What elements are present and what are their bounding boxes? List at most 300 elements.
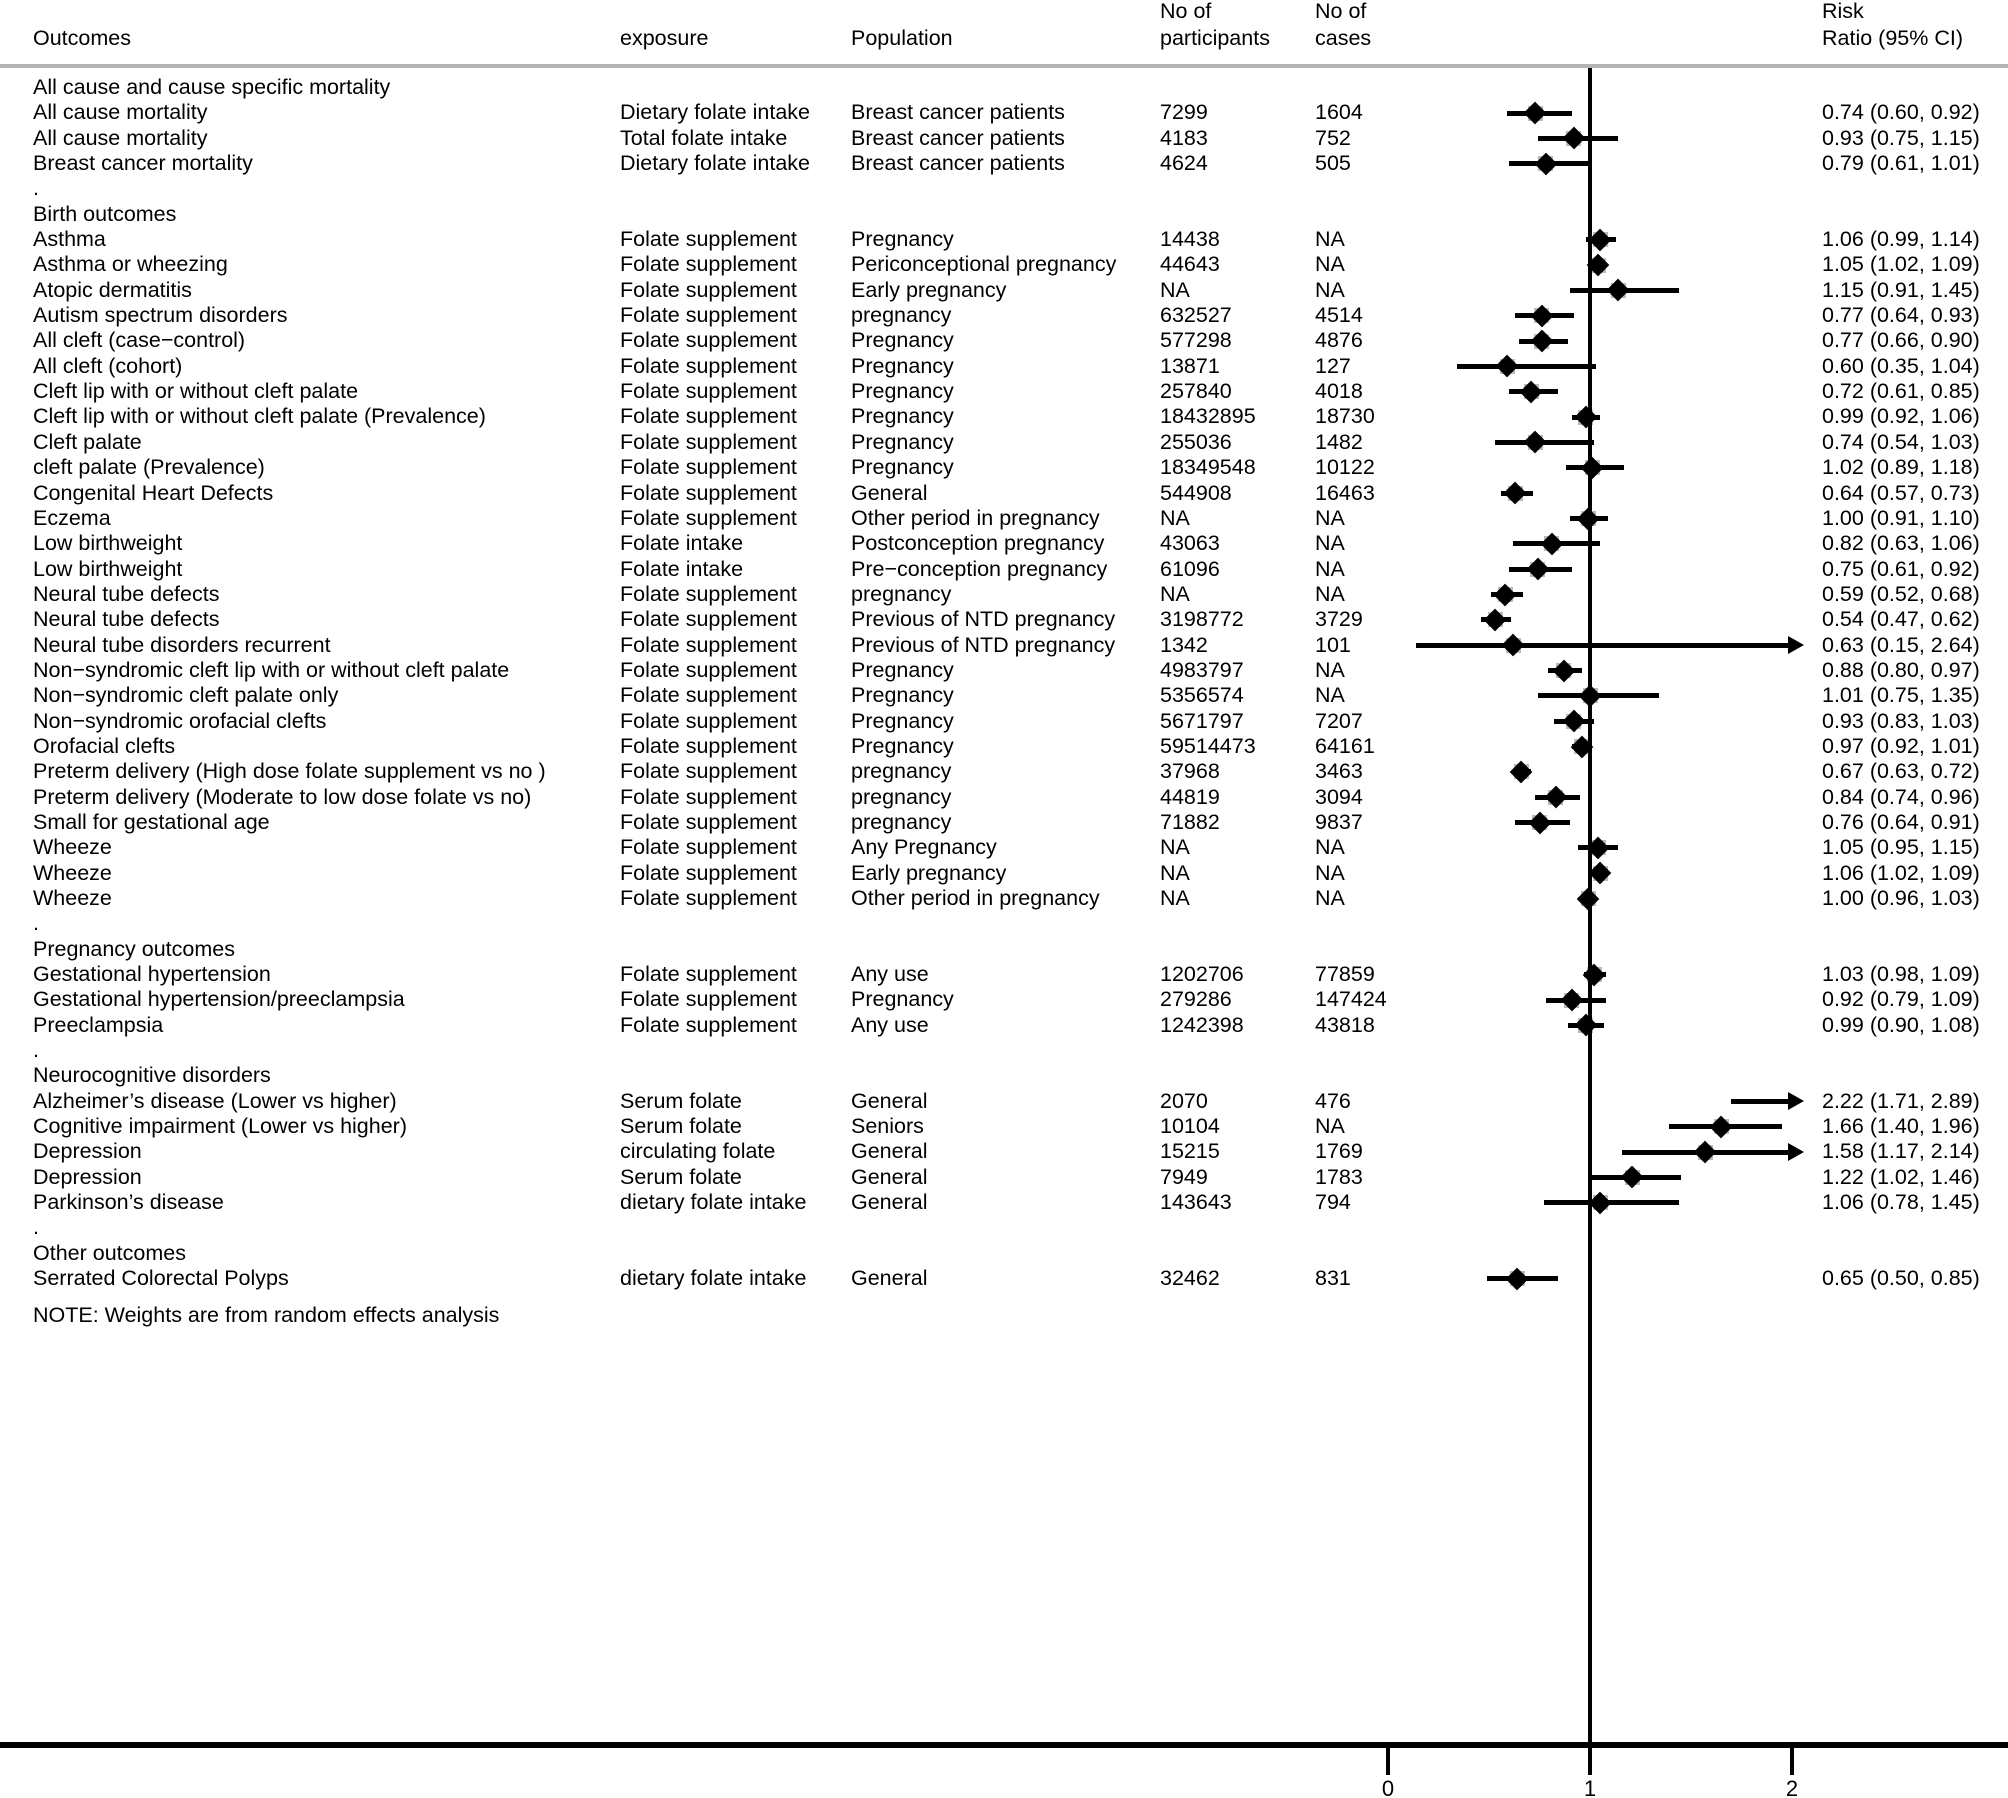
forest-marker-area <box>1386 633 1808 658</box>
risk-ratio-text: 1.00 (0.96, 1.03) <box>1822 886 1980 910</box>
risk-ratio-text: 0.93 (0.83, 1.03) <box>1822 708 1980 733</box>
exposure-value: Serum folate <box>620 1088 742 1113</box>
section-label: Birth outcomes <box>33 201 177 226</box>
outcome-label: cleft palate (Prevalence) <box>33 455 265 480</box>
spacer-row <box>0 1038 2008 1063</box>
population-value: General <box>851 480 928 505</box>
forest-row <box>0 379 2008 404</box>
forest-row <box>0 1266 2008 1291</box>
cases-value: NA <box>1315 531 1345 556</box>
forest-marker-area <box>1386 506 1808 531</box>
risk-ratio-text: 0.65 (0.50, 0.85) <box>1822 1266 1980 1291</box>
forest-marker-area <box>1386 303 1808 328</box>
reference-line <box>1588 68 1592 1745</box>
participants-value: NA <box>1160 581 1190 606</box>
section-label: Neurocognitive disorders <box>33 1063 271 1088</box>
population-value: Pregnancy <box>851 708 954 733</box>
cases-value: 43818 <box>1315 1012 1375 1037</box>
forest-row <box>0 278 2008 303</box>
header-separator-rule <box>0 64 2008 68</box>
exposure-value: Folate supplement <box>620 429 797 454</box>
participants-value: 255036 <box>1160 429 1232 454</box>
x-axis-tick-2 <box>1790 1748 1794 1775</box>
outcome-label: Autism spectrum disorders <box>33 303 288 328</box>
cases-value: 505 <box>1315 151 1351 176</box>
risk-ratio-text: 0.82 (0.63, 1.06) <box>1822 531 1980 556</box>
exposure-value: Folate supplement <box>620 607 797 632</box>
outcome-label: Alzheimer’s disease (Lower vs higher) <box>33 1088 397 1113</box>
section-label: Pregnancy outcomes <box>33 936 235 961</box>
cases-value: 127 <box>1315 353 1351 378</box>
forest-marker-area <box>1386 1139 1808 1164</box>
forest-row <box>0 1089 2008 1114</box>
population-value: Pregnancy <box>851 987 954 1012</box>
outcome-label: Preterm delivery (Moderate to low dose folate vs no) <box>33 784 532 809</box>
forest-marker-area <box>1386 582 1808 607</box>
cases-value: 16463 <box>1315 480 1375 505</box>
cases-value: NA <box>1315 1114 1345 1139</box>
risk-ratio-text: 1.06 (0.99, 1.14) <box>1822 227 1980 252</box>
risk-ratio-text: 0.59 (0.52, 0.68) <box>1822 581 1980 606</box>
forest-marker-area <box>1386 531 1808 556</box>
spacer-dot: . <box>33 1215 39 1240</box>
confidence-interval-line <box>1416 643 1790 648</box>
exposure-value: Folate intake <box>620 531 744 556</box>
risk-ratio-text: 1.01 (0.75, 1.35) <box>1822 683 1980 708</box>
population-value: Breast cancer patients <box>851 100 1065 125</box>
forest-row <box>0 582 2008 607</box>
population-value: Seniors <box>851 1114 924 1139</box>
exposure-value: Folate supplement <box>620 632 797 657</box>
risk-ratio-text: 0.99 (0.92, 1.06) <box>1822 404 1980 429</box>
risk-ratio-text: 0.93 (0.75, 1.15) <box>1822 125 1980 150</box>
exposure-value: circulating folate <box>620 1139 776 1164</box>
participants-value: 32462 <box>1160 1266 1220 1291</box>
risk-ratio-text: 0.60 (0.35, 1.04) <box>1822 353 1980 378</box>
forest-row <box>0 303 2008 328</box>
participants-value: 7299 <box>1160 100 1208 125</box>
participants-value: 5356574 <box>1160 683 1244 708</box>
outcome-label: Wheeze <box>33 835 112 860</box>
forest-row <box>0 785 2008 810</box>
outcome-label: Neural tube defects <box>33 607 220 632</box>
exposure-value: Folate supplement <box>620 581 797 606</box>
population-value: Periconceptional pregnancy <box>851 252 1117 277</box>
x-axis-label-2: 2 <box>1785 1776 1799 1798</box>
x-axis-tick-1 <box>1588 1748 1592 1775</box>
participants-value: 43063 <box>1160 531 1220 556</box>
forest-row <box>0 607 2008 632</box>
participants-value: 71882 <box>1160 809 1220 834</box>
forest-row <box>0 557 2008 582</box>
outcome-label: Serrated Colorectal Polyps <box>33 1266 289 1291</box>
outcome-label: Cognitive impairment (Lower vs higher) <box>33 1114 408 1139</box>
risk-ratio-text: 1.03 (0.98, 1.09) <box>1822 962 1980 987</box>
outcome-label: Congenital Heart Defects <box>33 480 274 505</box>
forest-marker-area <box>1386 557 1808 582</box>
population-value: Pregnancy <box>851 404 954 429</box>
population-value: Any use <box>851 962 929 987</box>
risk-ratio-text: 1.22 (1.02, 1.46) <box>1822 1164 1980 1189</box>
section-row <box>0 75 2008 100</box>
risk-ratio-text: 1.66 (1.40, 1.96) <box>1822 1114 1980 1139</box>
forest-marker-area <box>1386 607 1808 632</box>
ci-truncation-arrow-icon <box>1788 1143 1804 1161</box>
forest-marker-area <box>1386 100 1808 125</box>
cases-value: 9837 <box>1315 809 1363 834</box>
forest-marker-area <box>1386 734 1808 759</box>
forest-marker-area <box>1386 683 1808 708</box>
analysis-note: NOTE: Weights are from random effects analysis <box>33 1303 500 1327</box>
cases-value: 476 <box>1315 1088 1351 1113</box>
participants-value: 15215 <box>1160 1139 1220 1164</box>
participants-value: 4183 <box>1160 125 1208 150</box>
forest-marker-area <box>1386 886 1808 911</box>
forest-row <box>0 658 2008 683</box>
cases-value: 77859 <box>1315 962 1375 987</box>
forest-marker-area <box>1386 709 1808 734</box>
risk-ratio-text: 0.67 (0.63, 0.72) <box>1822 759 1980 784</box>
forest-row <box>0 404 2008 429</box>
outcome-label: Gestational hypertension/preeclampsia <box>33 987 405 1012</box>
forest-row <box>0 481 2008 506</box>
outcome-label: Depression <box>33 1139 142 1164</box>
column-header-participants <box>1160 0 1270 52</box>
forest-marker-area <box>1386 354 1808 379</box>
population-value: pregnancy <box>851 784 952 809</box>
participants-value: 257840 <box>1160 379 1232 404</box>
forest-marker-area <box>1386 481 1808 506</box>
exposure-value: Folate intake <box>620 556 744 581</box>
cases-value: 4514 <box>1315 303 1363 328</box>
participants-value: 4983797 <box>1160 657 1244 682</box>
risk-ratio-text: 1.05 (1.02, 1.09) <box>1822 252 1980 277</box>
exposure-value: Folate supplement <box>620 683 797 708</box>
population-value: Pregnancy <box>851 429 954 454</box>
risk-ratio-text: 0.79 (0.61, 1.01) <box>1822 151 1980 176</box>
cases-value: 18730 <box>1315 404 1375 429</box>
cases-value: 3463 <box>1315 759 1363 784</box>
risk-ratio-text: 0.63 (0.15, 2.64) <box>1822 632 1980 657</box>
forest-row <box>0 100 2008 125</box>
column-header-population: Population <box>851 26 953 50</box>
exposure-value: Serum folate <box>620 1114 742 1139</box>
forest-row <box>0 734 2008 759</box>
participants-value: 1342 <box>1160 632 1208 657</box>
forest-marker-area <box>1386 455 1808 480</box>
forest-row <box>0 709 2008 734</box>
exposure-value: Folate supplement <box>620 379 797 404</box>
risk-ratio-text: 0.74 (0.60, 0.92) <box>1822 100 1980 125</box>
section-label: All cause and cause specific mortality <box>33 75 391 99</box>
population-value: pregnancy <box>851 581 952 606</box>
participants-value: 61096 <box>1160 556 1220 581</box>
forest-marker-area <box>1386 1089 1808 1114</box>
risk-ratio-text: 0.74 (0.54, 1.03) <box>1822 429 1980 454</box>
spacer-dot: . <box>33 176 39 201</box>
outcome-label: All cleft (cohort) <box>33 353 183 378</box>
forest-row <box>0 151 2008 176</box>
outcome-label: Neural tube disorders recurrent <box>33 632 331 657</box>
participants-value: 10104 <box>1160 1114 1220 1139</box>
exposure-value: Folate supplement <box>620 252 797 277</box>
exposure-value: Folate supplement <box>620 505 797 530</box>
cases-value: 4876 <box>1315 328 1363 353</box>
population-value: pregnancy <box>851 809 952 834</box>
cases-value: NA <box>1315 227 1345 252</box>
population-value: Any Pregnancy <box>851 835 997 860</box>
population-value: Breast cancer patients <box>851 151 1065 176</box>
forest-marker-area <box>1386 962 1808 987</box>
risk-ratio-text: 0.77 (0.66, 0.90) <box>1822 328 1980 353</box>
exposure-value: Dietary folate intake <box>620 151 811 176</box>
exposure-value: Folate supplement <box>620 277 797 302</box>
x-axis-line <box>0 1742 2008 1748</box>
cases-value: 147424 <box>1315 987 1387 1012</box>
column-header-cases <box>1315 0 1371 52</box>
forest-row <box>0 354 2008 379</box>
participants-value: NA <box>1160 860 1190 885</box>
cases-value: NA <box>1315 556 1345 581</box>
risk-ratio-text: 1.05 (0.95, 1.15) <box>1822 835 1980 860</box>
population-value: Early pregnancy <box>851 277 1007 302</box>
forest-row <box>0 633 2008 658</box>
forest-row <box>0 126 2008 151</box>
cases-value: 1604 <box>1315 100 1363 125</box>
outcome-label: Preterm delivery (High dose folate supplement vs no ) <box>33 759 546 784</box>
exposure-value: Folate supplement <box>620 809 797 834</box>
cases-value: 794 <box>1315 1190 1351 1215</box>
outcome-label: Cleft palate <box>33 429 142 454</box>
population-value: General <box>851 1266 928 1291</box>
exposure-value: Folate supplement <box>620 480 797 505</box>
forest-row <box>0 455 2008 480</box>
population-value: Pregnancy <box>851 379 954 404</box>
cases-value: NA <box>1315 581 1345 606</box>
participants-value: 1202706 <box>1160 962 1244 987</box>
population-value: General <box>851 1190 928 1215</box>
outcome-label: Atopic dermatitis <box>33 277 192 302</box>
participants-value: 37968 <box>1160 759 1220 784</box>
participants-value: 143643 <box>1160 1190 1232 1215</box>
forest-marker-area <box>1386 379 1808 404</box>
section-row <box>0 1063 2008 1088</box>
participants-value: 1242398 <box>1160 1012 1244 1037</box>
exposure-value: Folate supplement <box>620 657 797 682</box>
forest-row <box>0 531 2008 556</box>
x-axis-tick-0 <box>1386 1748 1390 1775</box>
outcome-label: Gestational hypertension <box>33 962 271 987</box>
cases-value: NA <box>1315 505 1345 530</box>
cases-value: 7207 <box>1315 708 1363 733</box>
forest-marker-area <box>1386 1114 1808 1139</box>
confidence-interval-line <box>1457 364 1596 369</box>
confidence-interval-line <box>1731 1099 1790 1104</box>
participants-value: NA <box>1160 277 1190 302</box>
section-label: Other outcomes <box>33 1240 186 1265</box>
exposure-value: Folate supplement <box>620 860 797 885</box>
forest-marker-area <box>1386 227 1808 252</box>
exposure-value: Folate supplement <box>620 987 797 1012</box>
participants-value: 59514473 <box>1160 733 1256 758</box>
forest-rows <box>0 75 2008 1292</box>
population-value: Early pregnancy <box>851 860 1007 885</box>
outcome-label: Low birthweight <box>33 531 183 556</box>
section-row <box>0 1241 2008 1266</box>
exposure-value: dietary folate intake <box>620 1190 807 1215</box>
exposure-value: Folate supplement <box>620 328 797 353</box>
population-value: Other period in pregnancy <box>851 505 1100 530</box>
column-header-exposure: exposure <box>620 26 709 50</box>
participants-value: 4624 <box>1160 151 1208 176</box>
section-row <box>0 937 2008 962</box>
forest-row <box>0 1190 2008 1215</box>
participants-value: 18432895 <box>1160 404 1256 429</box>
forest-row <box>0 962 2008 987</box>
risk-ratio-text: 0.99 (0.90, 1.08) <box>1822 1012 1980 1037</box>
ci-truncation-arrow-icon <box>1788 636 1804 654</box>
x-axis-label-0: 0 <box>1381 1776 1395 1798</box>
forest-marker-area <box>1386 278 1808 303</box>
cases-value: 1783 <box>1315 1164 1363 1189</box>
column-header-outcomes: Outcomes <box>33 26 131 50</box>
exposure-value: Folate supplement <box>620 353 797 378</box>
spacer-dot: . <box>33 1038 39 1063</box>
population-value: Pregnancy <box>851 733 954 758</box>
population-value: pregnancy <box>851 759 952 784</box>
forest-row <box>0 1114 2008 1139</box>
column-header-risk-ratio <box>1822 0 1963 52</box>
forest-row <box>0 328 2008 353</box>
outcome-label: Parkinson’s disease <box>33 1190 224 1215</box>
forest-row <box>0 886 2008 911</box>
risk-ratio-text: 2.22 (1.71, 2.89) <box>1822 1088 1980 1113</box>
outcome-label: Small for gestational age <box>33 809 270 834</box>
risk-ratio-text: 1.00 (0.91, 1.10) <box>1822 505 1980 530</box>
outcome-label: All cause mortality <box>33 100 208 125</box>
forest-row <box>0 861 2008 886</box>
forest-marker-area <box>1386 785 1808 810</box>
forest-marker-area <box>1386 861 1808 886</box>
spacer-dot: . <box>33 911 39 936</box>
population-value: pregnancy <box>851 303 952 328</box>
population-value: General <box>851 1164 928 1189</box>
forest-row <box>0 1013 2008 1038</box>
participants-value: 577298 <box>1160 328 1232 353</box>
participants-value: 544908 <box>1160 480 1232 505</box>
risk-ratio-text: 1.58 (1.17, 2.14) <box>1822 1139 1980 1164</box>
forest-marker-area <box>1386 987 1808 1012</box>
cases-value: NA <box>1315 252 1345 277</box>
participants-value: NA <box>1160 886 1190 910</box>
forest-row <box>0 227 2008 252</box>
exposure-value: Total folate intake <box>620 125 788 150</box>
participants-value: NA <box>1160 835 1190 860</box>
risk-ratio-text: 0.88 (0.80, 0.97) <box>1822 657 1980 682</box>
cases-value: 1769 <box>1315 1139 1363 1164</box>
outcome-label: Asthma <box>33 227 106 252</box>
risk-ratio-text: 1.02 (0.89, 1.18) <box>1822 455 1980 480</box>
exposure-value: Folate supplement <box>620 886 797 910</box>
population-value: Pregnancy <box>851 328 954 353</box>
outcome-label: All cleft (case−control) <box>33 328 246 353</box>
participants-value: NA <box>1160 505 1190 530</box>
exposure-value: dietary folate intake <box>620 1266 807 1291</box>
outcome-label: All cause mortality <box>33 125 208 150</box>
exposure-value: Folate supplement <box>620 708 797 733</box>
outcome-label: Cleft lip with or without cleft palate (Prevalence) <box>33 404 486 429</box>
participants-value: 44819 <box>1160 784 1220 809</box>
forest-row <box>0 1139 2008 1164</box>
outcome-label: Non−syndromic cleft palate only <box>33 683 339 708</box>
column-header-risk-line1: Risk <box>1822 0 1864 23</box>
outcome-label: Wheeze <box>33 860 112 885</box>
spacer-row <box>0 176 2008 201</box>
column-header-participants-line1: No of <box>1160 0 1212 23</box>
forest-marker-area <box>1386 1165 1808 1190</box>
participants-value: 3198772 <box>1160 607 1244 632</box>
forest-marker-area <box>1386 835 1808 860</box>
risk-ratio-text: 0.92 (0.79, 1.09) <box>1822 987 1980 1012</box>
risk-ratio-text: 0.75 (0.61, 0.92) <box>1822 556 1980 581</box>
outcome-label: Preeclampsia <box>33 1012 164 1037</box>
population-value: General <box>851 1139 928 1164</box>
forest-row <box>0 987 2008 1012</box>
exposure-value: Folate supplement <box>620 835 797 860</box>
population-value: Pregnancy <box>851 657 954 682</box>
exposure-value: Serum folate <box>620 1164 742 1189</box>
forest-row <box>0 430 2008 455</box>
forest-row <box>0 506 2008 531</box>
risk-ratio-text: 0.72 (0.61, 0.85) <box>1822 379 1980 404</box>
cases-value: 10122 <box>1315 455 1375 480</box>
participants-value: 13871 <box>1160 353 1220 378</box>
cases-value: 831 <box>1315 1266 1351 1291</box>
cases-value: NA <box>1315 886 1345 910</box>
forest-marker-area <box>1386 252 1808 277</box>
population-value: Any use <box>851 1012 929 1037</box>
population-value: Pregnancy <box>851 683 954 708</box>
participants-value: 44643 <box>1160 252 1220 277</box>
column-header-cases-line2: cases <box>1315 26 1372 50</box>
forest-marker-area <box>1386 810 1808 835</box>
forest-row <box>0 252 2008 277</box>
participants-value: 18349548 <box>1160 455 1256 480</box>
population-value: Pre−conception pregnancy <box>851 556 1108 581</box>
forest-row <box>0 810 2008 835</box>
risk-ratio-text: 1.06 (1.02, 1.09) <box>1822 860 1980 885</box>
forest-marker-area <box>1386 1190 1808 1215</box>
spacer-row <box>0 1215 2008 1240</box>
exposure-value: Dietary folate intake <box>620 100 811 125</box>
forest-marker-area <box>1386 126 1808 151</box>
column-header-participants-line2: participants <box>1160 26 1270 50</box>
outcome-label: Asthma or wheezing <box>33 252 228 277</box>
exposure-value: Folate supplement <box>620 404 797 429</box>
forest-row <box>0 759 2008 784</box>
population-value: Other period in pregnancy <box>851 886 1100 910</box>
outcome-label: Non−syndromic cleft lip with or without cleft palate <box>33 657 510 682</box>
forest-marker-area <box>1386 328 1808 353</box>
participants-value: 7949 <box>1160 1164 1208 1189</box>
cases-value: 4018 <box>1315 379 1363 404</box>
population-value: Previous of NTD pregnancy <box>851 607 1116 632</box>
column-header-risk-line2: Ratio (95% CI) <box>1822 26 1963 50</box>
forest-row <box>0 683 2008 708</box>
outcome-label: Orofacial clefts <box>33 733 176 758</box>
cases-value: 1482 <box>1315 429 1363 454</box>
outcome-label: Eczema <box>33 505 111 530</box>
